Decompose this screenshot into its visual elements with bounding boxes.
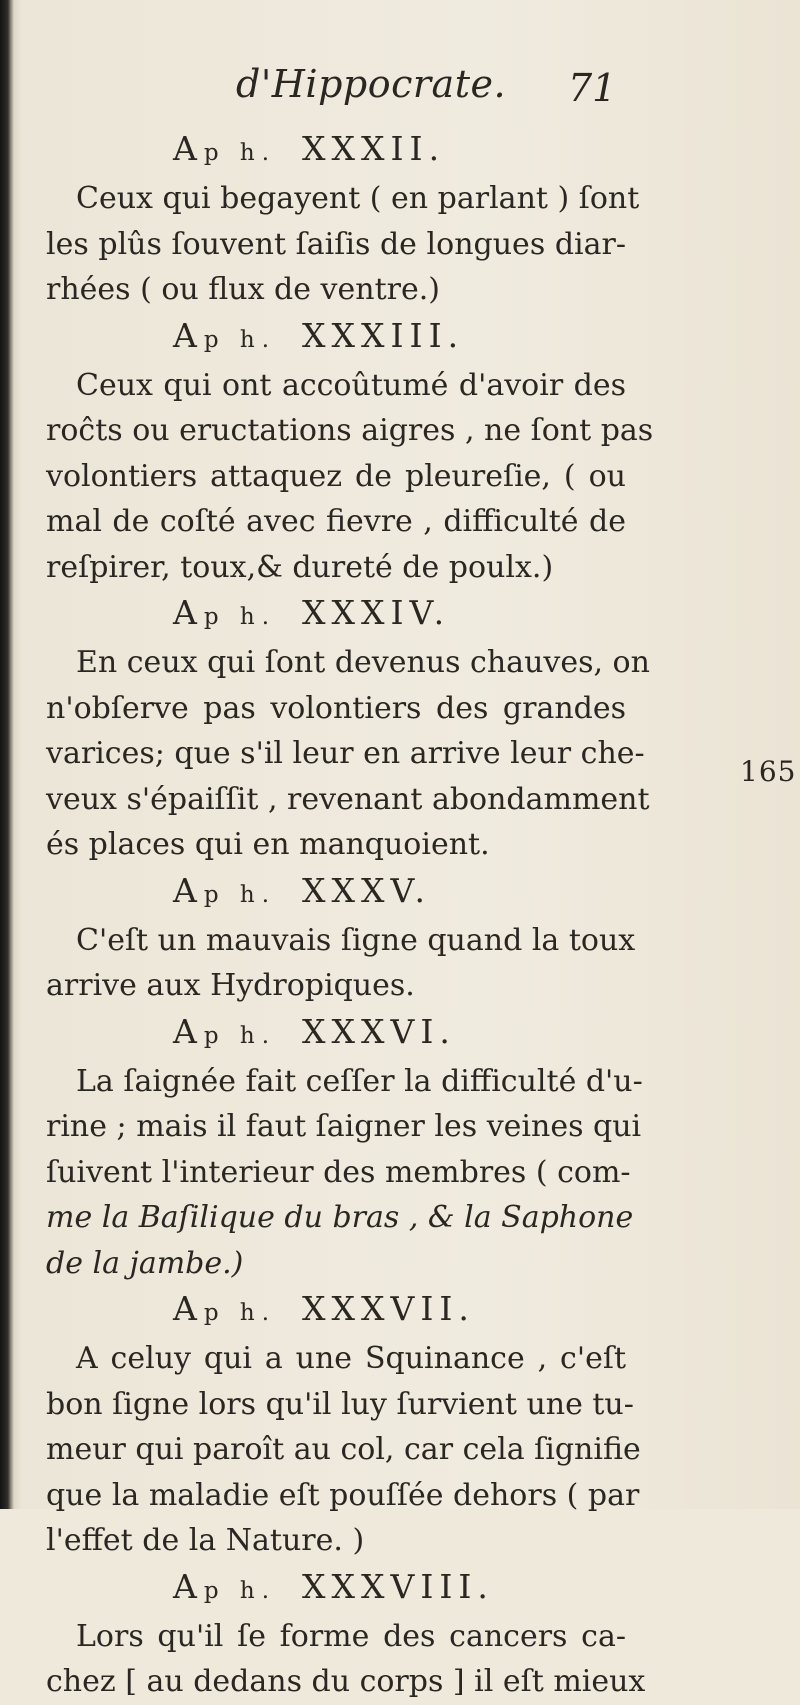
text-line: C'eſt un mauvais ſigne quand la toux <box>76 922 636 958</box>
text-line: mal de coſté avec fievre , difficulté de <box>46 504 626 539</box>
aphorism-heading: Ap h. XXXII. <box>173 129 446 168</box>
aphorism-heading: Ap h. XXXVIII. <box>173 1566 494 1606</box>
text-line: bon ſigne lors qu'il luy ſurvient une tu- <box>46 1386 634 1422</box>
text-line: n'obſerve pas volontiers des grandes <box>46 690 626 726</box>
aphorism-heading: Ap h. XXXV. <box>173 870 432 910</box>
text-line: reſpirer, toux,& dureté de poulx.) <box>46 549 554 585</box>
text-line: En ceux qui ſont devenus chauves, on <box>76 645 650 680</box>
aphorism-section <box>46 1564 646 1705</box>
text-line: A celuy qui a une Squinance , c'eſt <box>76 1341 626 1376</box>
text-line: me la Baſilique du bras , & la Saphone <box>46 1200 634 1235</box>
text-line: volontiers attaquez de pleureſie, ( ou <box>46 458 626 494</box>
text-line: ſuivent l'interieur des membres ( com- <box>46 1154 631 1190</box>
text-line: Ceux qui ont accoûtumé d'avoir des <box>76 367 626 403</box>
running-head <box>46 62 626 126</box>
text-line: varices; que s'il leur en arrive leur che- <box>46 736 645 771</box>
text-line: rhées ( ou flux de ventre.) <box>46 272 440 307</box>
aphorism-heading: Ap h. XXXIII. <box>173 315 465 355</box>
text-line: és places qui en manquoient. <box>46 827 490 862</box>
aphorism-section <box>46 126 640 313</box>
margin-reference-number: 165 <box>740 755 797 788</box>
page-text-block <box>46 62 654 1705</box>
aphorism-section <box>46 1286 641 1564</box>
aphorism-section <box>46 313 654 591</box>
text-line: veux s'épaiſſit , revenant abondamment <box>46 781 650 817</box>
text-line: les plûs ſouvent ſaiſis de longues diar- <box>46 226 626 262</box>
aphorism-section <box>46 1009 643 1287</box>
text-line: l'effet de la Nature. ) <box>46 1523 365 1558</box>
text-line: roĉts ou eructations aigres , ne ſont pas <box>46 413 654 448</box>
aphorism-heading: Ap h. XXXVII. <box>173 1289 475 1328</box>
running-head-title: d'Hippocrate. <box>236 62 507 106</box>
page-number: 71 <box>568 66 617 110</box>
text-line: meur qui paroît au col, car cela ſignifie <box>46 1432 641 1467</box>
text-line: de la jambe.) <box>46 1245 244 1281</box>
text-line: La ſaignée fait ceſſer la difficulté d'u- <box>76 1063 643 1099</box>
text-line: Ceux qui begayent ( en parlant ) ſont <box>76 181 640 216</box>
aphorism-heading: Ap h. XXXIV. <box>173 593 451 632</box>
aphorism-heading: Ap h. XXXVI. <box>173 1011 456 1051</box>
text-line: chez [ au dedans du corps ] il eſt mieux <box>46 1664 646 1699</box>
text-line: rine ; mais il faut ſaigner les veines qui <box>46 1109 642 1144</box>
text-line: arrive aux Hydropiques. <box>46 968 415 1003</box>
binding-gutter <box>0 0 14 1509</box>
text-line: que la maladie eſt pouſſée dehors ( par <box>46 1477 640 1513</box>
aphorism-section <box>46 868 636 1009</box>
text-line: Lors qu'il ſe forme des cancers ca- <box>76 1618 626 1654</box>
aphorism-section <box>46 590 650 868</box>
